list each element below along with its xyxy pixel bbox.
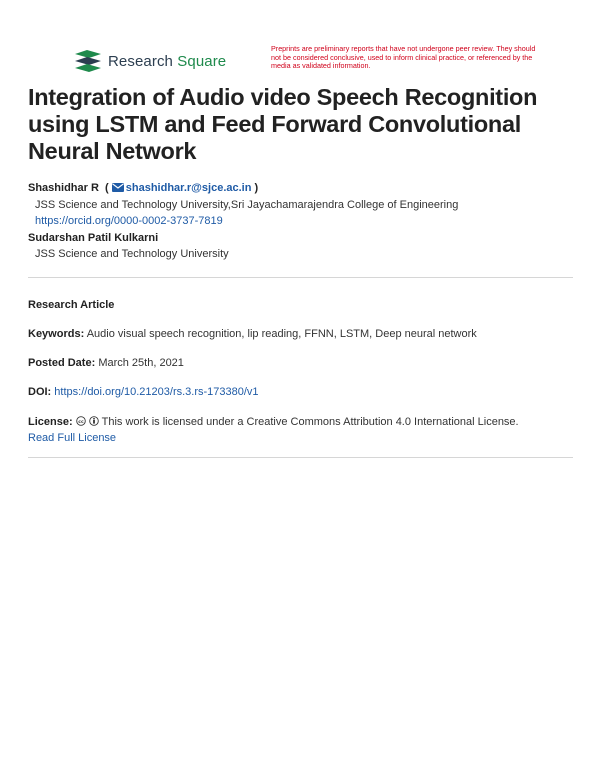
doi-link[interactable]: https://doi.org/10.21203/rs.3.rs-173380/v1 <box>54 386 259 398</box>
logo-word-square: Square <box>177 52 227 70</box>
logo-word-research: Research <box>108 52 173 70</box>
author-orcid-link[interactable]: https://orcid.org/0000-0002-3737-7819 <box>35 215 223 227</box>
paper-title: Integration of Audio video Speech Recognition using LSTM and Feed Forward Convolutional Neural Network <box>28 84 538 164</box>
keywords-row <box>28 326 573 342</box>
svg-text:cc: cc <box>77 419 84 425</box>
author-affiliation: JSS Science and Technology University <box>35 248 229 260</box>
logo-text <box>108 53 226 70</box>
author-email: shashidhar.r@sjce.ac.in <box>125 182 252 194</box>
email-open-paren: ( <box>101 182 109 194</box>
mail-icon <box>112 183 124 192</box>
doi-label: DOI: <box>28 386 52 398</box>
license-row <box>28 414 573 446</box>
keywords-label: Keywords: <box>28 328 85 340</box>
creative-commons-icon <box>76 416 86 426</box>
research-square-logo[interactable] <box>74 49 226 73</box>
doi-row <box>28 384 573 400</box>
author-entry <box>28 180 573 197</box>
license-text: This work is licensed under a Creative Commons Attribution 4.0 International License. <box>101 416 519 428</box>
divider <box>28 277 573 278</box>
posted-date-label: Posted Date: <box>28 357 96 369</box>
preprint-disclaimer: Preprints are preliminary reports that have not undergone peer review. They should not be considered conclusive, used to inform clinical practice, or referenced by the media as validated information. <box>271 44 536 71</box>
read-full-license-link[interactable]: Read Full License <box>28 432 117 444</box>
author-email-link[interactable] <box>112 182 255 194</box>
posted-date-value: March 25th, 2021 <box>98 357 184 369</box>
divider <box>28 457 573 458</box>
license-label: License: <box>28 416 73 428</box>
article-type-label: Research Article <box>28 299 115 311</box>
email-close-paren: ) <box>254 182 259 194</box>
author-list <box>28 180 573 263</box>
keywords-value: Audio visual speech recognition, lip reading, FFNN, LSTM, Deep neural network <box>86 328 477 340</box>
research-square-logo-icon <box>74 49 102 73</box>
posted-date-row <box>28 355 573 371</box>
page-header <box>74 46 544 76</box>
author-affiliation: JSS Science and Technology University,Sri Jayachamarajendra College of Engineering <box>35 198 459 211</box>
attribution-icon <box>89 416 99 426</box>
article-type <box>28 297 573 313</box>
author-name: Shashidhar R <box>28 182 99 194</box>
author-name: Sudarshan Patil Kulkarni <box>28 231 159 244</box>
